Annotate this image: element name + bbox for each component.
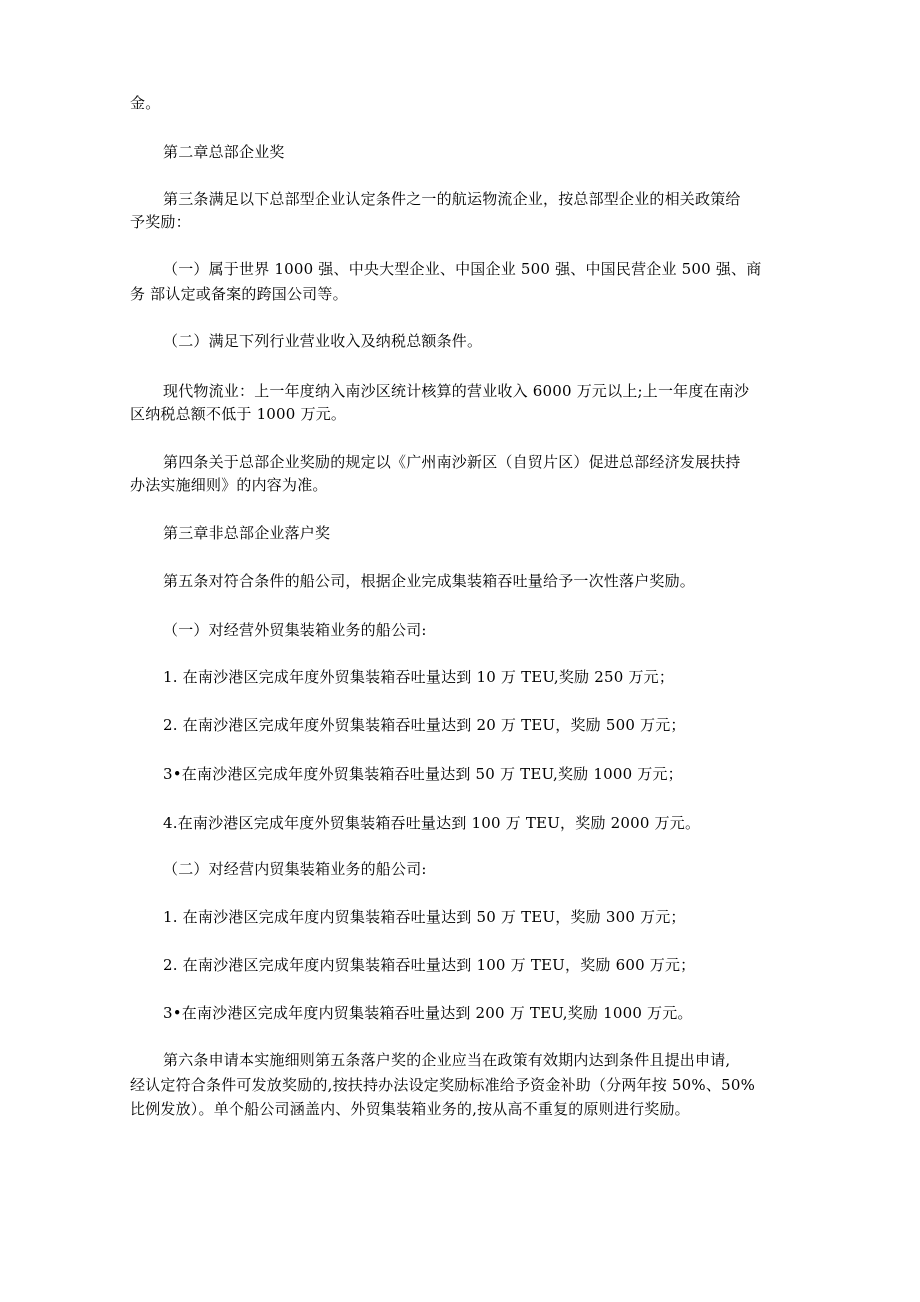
text-line: 第六条申请本实施细则第五条落户奖的企业应当在政策有效期内达到条件且提出申请, [163, 1051, 731, 1069]
list-item: 3•在南沙港区完成年度外贸集装箱吞吐量达到 50 万 TEU,奖励 1000 万元； [163, 765, 683, 783]
text-line: （二）满足下列行业营业收入及纳税总额条件。 [163, 332, 483, 350]
text-line: 务 部认定或备案的跨国公司等。 [130, 285, 348, 303]
list-item: 1. 在南沙港区完成年度外贸集装箱吞吐量达到 10 万 TEU,奖励 250 万元； [163, 668, 675, 686]
text-line: 经认定符合条件可发放奖励的,按扶持办法设定奖励标准给予资金补助（分两年按 50%、50% [130, 1076, 756, 1094]
text-line: 第五条对符合条件的船公司，根据企业完成集装箱吞吐量给予一次性落户奖励。 [163, 572, 696, 590]
text-line: （一）属于世界 1000 强、中央大型企业、中国企业 500 强、中国民营企业 500 强、商 [163, 260, 762, 278]
list-item: 1. 在南沙港区完成年度内贸集装箱吞吐量达到 50 万 TEU，奖励 300 万元； [163, 908, 686, 926]
text-line: 第三条满足以下总部型企业认定条件之一的航运物流企业，按总部型企业的相关政策给 [163, 190, 741, 208]
chapter-heading: 第三章非总部企业落户奖 [163, 524, 331, 542]
chapter-heading: 第二章总部企业奖 [163, 143, 285, 161]
text-line: （二）对经营内贸集装箱业务的船公司: [163, 860, 427, 878]
text-line: 比例发放）。单个船公司涵盖内、外贸集装箱业务的,按从高不重复的原则进行奖励。 [130, 1100, 690, 1118]
text-line: 予奖励： [130, 213, 191, 231]
list-item: 2. 在南沙港区完成年度外贸集装箱吞吐量达到 20 万 TEU，奖励 500 万元； [163, 716, 686, 734]
text-line: 现代物流业：上一年度纳入南沙区统计核算的营业收入 6000 万元以上;上一年度在南沙 [163, 382, 750, 400]
text-line: 办法实施细则》的内容为准。 [130, 476, 328, 494]
text-line: （一）对经营外贸集装箱业务的船公司: [163, 621, 427, 639]
list-item: 4.在南沙港区完成年度外贸集装箱吞吐量达到 100 万 TEU，奖励 2000 万元。 [163, 814, 701, 832]
list-item: 2. 在南沙港区完成年度内贸集装箱吞吐量达到 100 万 TEU，奖励 600 万元； [163, 956, 696, 974]
text-line: 金。 [130, 94, 161, 112]
text-line: 第四条关于总部企业奖励的规定以《广州南沙新区（自贸片区）促进总部经济发展扶持 [163, 453, 741, 471]
list-item: 3•在南沙港区完成年度内贸集装箱吞吐量达到 200 万 TEU,奖励 1000 万元。 [163, 1004, 693, 1022]
text-line: 区纳税总额不低于 1000 万元。 [130, 405, 347, 423]
